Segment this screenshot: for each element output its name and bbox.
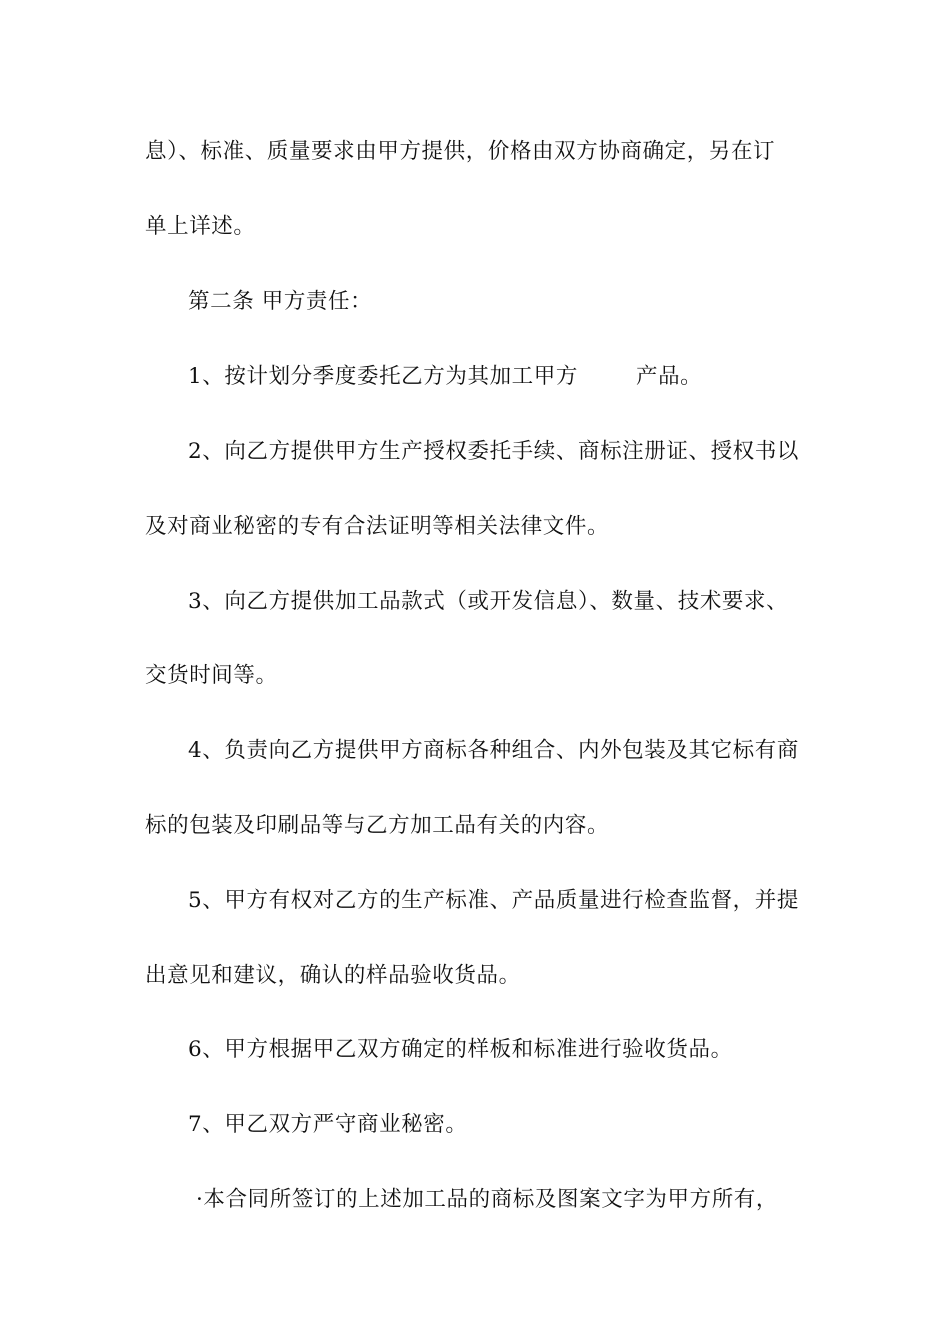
- text-line: 及对商业秘密的专有合法证明等相关法律文件。: [145, 514, 610, 539]
- text-line: 标的包装及印刷品等与乙方加工品有关的内容。: [145, 813, 610, 838]
- text-line: 息）、标准、质量要求由甲方提供，价格由双方协商确定，另在订: [145, 139, 776, 164]
- text-line: ·本合同所签订的上述加工品的商标及图案文字为甲方所有，: [196, 1187, 779, 1212]
- text-line: 5、甲方有权对乙方的生产标准、产品质量进行检查监督，并提: [188, 888, 799, 913]
- text-line-part: 1、按计划分季度委托乙方为其加工甲方: [188, 364, 578, 389]
- text-line: [188, 362, 702, 392]
- text-line: 交货时间等。: [145, 663, 278, 688]
- text-line: 2、向乙方提供甲方生产授权委托手续、商标注册证、授权书以: [188, 439, 799, 464]
- text-line-part: 产品。: [635, 364, 703, 389]
- text-line: 4、负责向乙方提供甲方商标各种组合、内外包装及其它标有商: [188, 738, 799, 763]
- section-heading: 第二条 甲方责任：: [188, 289, 373, 314]
- text-line: 出意见和建议，确认的样品验收货品。: [145, 963, 521, 988]
- text-line: 3、向乙方提供加工品款式（或开发信息）、数量、技术要求、: [188, 589, 789, 614]
- text-line: 单上详述。: [145, 214, 256, 239]
- text-line: 7、甲乙双方严守商业秘密。: [188, 1112, 468, 1137]
- text-line: 6、甲方根据甲乙双方确定的样板和标准进行验收货品。: [188, 1037, 733, 1062]
